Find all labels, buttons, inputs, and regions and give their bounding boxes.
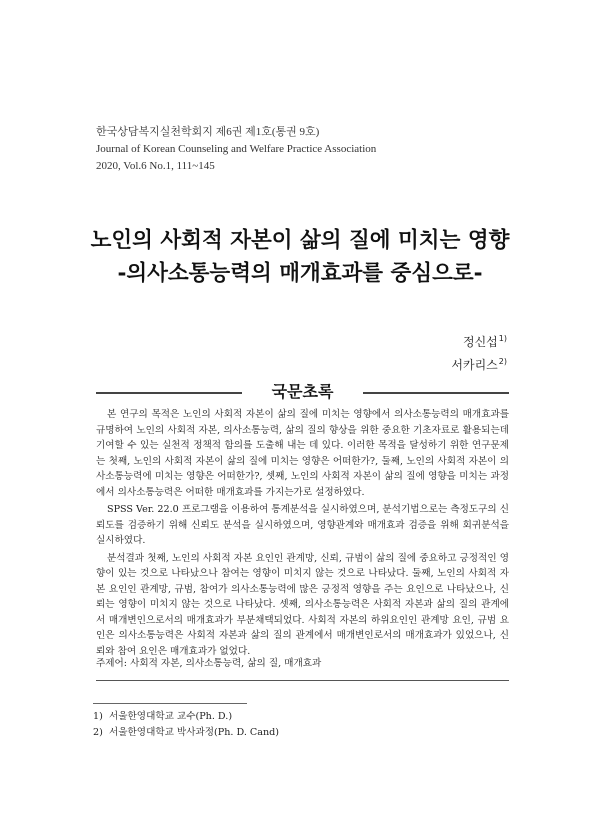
footnote-2 bbox=[93, 725, 513, 741]
abstract-paragraph: 분석결과 첫째, 노인의 사회적 자본 요인인 관계망, 신뢰, 규범이 삶의 질에 중요하고 긍정적인 영향이 있는 것으로 나타났으나 참여는 영향이 미치지 않는 것으로 나타났다. 둘째, 노인의 사회적 자본 요인인 관계망, 규범, 참여가 의사소통능력에 많은 긍정적 영향을 주는 요인으로 나타났으나, 신뢰는 영향이 미치지 않는 것으로 나타났다. 셋째, 의사소통능력은 사회적 자본과 삶의 질의 관계에서 매개변인으로서의 매개효과가 부분채택되었다. 사회적 자본의 하위요인인 관계망 요인, 규범 요인은 의사소통능력은 사회적 자본과 삶의 질의 관계에서 매개변인로서의 매개효과가 있었으나, 신뢰와 참여 요인은 매개효과가 없었다. bbox=[96, 552, 509, 657]
author-name: 정신섭 bbox=[463, 335, 498, 349]
heading-rule-right bbox=[363, 392, 509, 394]
journal-volume-info: 2020, Vol.6 No.1, 111~145 bbox=[96, 160, 215, 172]
paper-title-main: 노인의 사회적 자본이 삶의 질에 미치는 영향 bbox=[90, 228, 510, 253]
author-name: 서카리스 bbox=[451, 358, 498, 372]
footnote-text: 서울한영대학교 박사과정(Ph. D. Cand) bbox=[109, 727, 280, 738]
abstract-body bbox=[96, 407, 509, 661]
journal-header bbox=[96, 124, 516, 175]
footnote-1 bbox=[93, 709, 513, 725]
abstract-heading bbox=[96, 381, 509, 403]
author-list bbox=[451, 329, 507, 375]
footnotes bbox=[93, 709, 513, 741]
paper-title bbox=[0, 224, 600, 290]
abstract-bottom-rule bbox=[96, 680, 509, 681]
footnote-rule bbox=[93, 703, 247, 704]
journal-title-korean: 한국상담복지실천학회지 제6권 제1호(통권 9호) bbox=[96, 126, 320, 138]
journal-title-english: Journal of Korean Counseling and Welfare Practice Association bbox=[96, 143, 377, 155]
abstract-heading-label: 국문초록 bbox=[271, 382, 334, 401]
footnote-number: 1) bbox=[93, 711, 103, 722]
abstract-paragraph: SPSS Ver. 22.0 프로그램을 이용하여 통계분석을 실시하였으며, 분석기법으로는 측정도구의 신뢰도를 검증하기 위해 신뢰도 분석을 실시하였으며, 영향관계와 매개효과 검증을 위해 회귀분석을 실시하였다. bbox=[96, 504, 509, 546]
abstract-paragraph: 본 연구의 목적은 노인의 사회적 자본이 삶의 질에 미치는 영향에서 의사소통능력의 매개효과를 규명하여 노인의 사회적 자본, 의사소통능력, 삶의 질의 향상을 위한 중요한 기초자료로 활용되는데 기여할 수 있는 실천적 정책적 함의를 도출해 내는 데 있다. 이러한 목적을 달성하기 위한 연구문제는 첫째, 노인의 사회적 자본이 삶의 질에 미치는 영향은 어떠한가?, 둘째, 노인의 사회적 자본이 의사소통능력에 미치는 영향은 어떠한가?, 셋째, 노인의 사회적 자본이 삶의 질에 영향을 미치는 과정에서 의사소통능력은 어떠한 매개효과를 가지는가로 설정하였다. bbox=[96, 409, 509, 498]
footnote-text: 서울한영대학교 교수(Ph. D.) bbox=[109, 711, 233, 722]
author-1 bbox=[451, 329, 507, 352]
footnote-mark: 2) bbox=[498, 357, 507, 366]
author-2 bbox=[451, 352, 507, 375]
footnote-number: 2) bbox=[93, 727, 103, 738]
keywords: 주제어: 사회적 자본, 의사소통능력, 삶의 질, 매개효과 bbox=[96, 658, 322, 669]
footnote-mark: 1) bbox=[498, 334, 507, 343]
paper-title-subtitle: -의사소통능력의 매개효과를 중심으로- bbox=[117, 261, 483, 286]
